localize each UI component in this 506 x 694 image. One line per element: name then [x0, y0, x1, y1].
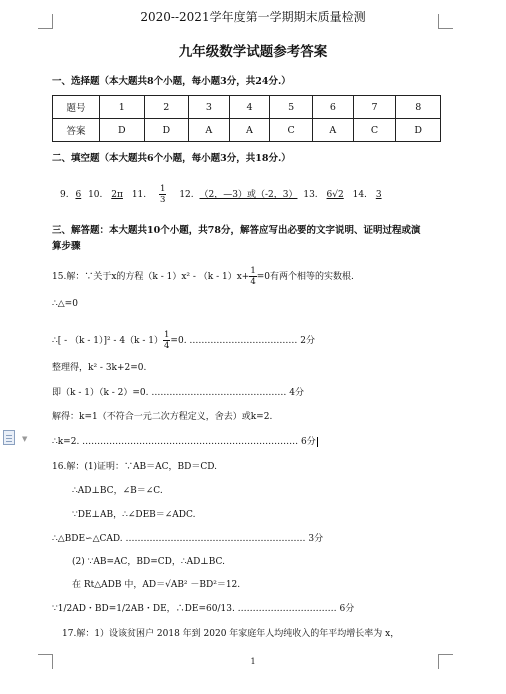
- section-fill-heading: 二、填空题（本大题共6个小题，每小题3分，共18分.）: [52, 153, 291, 164]
- exam-header: 2020--2021学年度第一学期期末质量检测: [140, 10, 366, 24]
- solution-15-line-3: [52, 330, 315, 351]
- fraction-numerator: 1: [250, 266, 256, 276]
- dropdown-caret-icon[interactable]: ▼: [22, 435, 28, 443]
- fill-q11-label: 11.: [131, 190, 147, 200]
- fill-q12-label: 12.: [179, 190, 194, 200]
- fill-q10-answer: 2π: [111, 190, 123, 200]
- solution-15-line-4: 整理得，k² - 3k+2=0.: [52, 363, 147, 373]
- fill-q13-answer: 6√2: [326, 190, 344, 200]
- fill-q14-answer: 3: [375, 190, 382, 200]
- table-row-question-numbers: [53, 96, 441, 119]
- line-text: ∴[ - （k - 1）]² - 4（k - 1）: [52, 336, 163, 346]
- fill-q12-answer: （2，—3）或（-2，3）: [199, 190, 298, 200]
- table-cell: 8: [396, 96, 441, 119]
- fill-q9-label: 9.: [60, 190, 69, 200]
- line-text: =0有两个相等的实数根.: [256, 272, 354, 282]
- table-cell-label: 题号: [53, 96, 100, 119]
- table-cell: 5: [270, 96, 313, 119]
- table-cell: 2: [144, 96, 189, 119]
- inline-fraction: [249, 266, 256, 287]
- solution-15-line-1: [52, 266, 354, 287]
- table-cell: C: [353, 119, 396, 142]
- solution-16-line-6: 在 Rt△ADB 中，AD＝√AB² －BD²＝12.: [72, 580, 241, 590]
- solution-16-line-7: ∵1/2AD・BD=1/2AB・DE，∴DE=60/13. …………………………… 6分: [52, 604, 355, 614]
- fill-q14-label: 14.: [352, 190, 367, 200]
- page-title: 九年级数学试题参考答案: [178, 44, 328, 60]
- solution-17-line-1: 17.解：1）设该贫困户 2018 年到 2020 年家庭年人均纯收入的年平均增长率为 x，: [62, 629, 400, 639]
- section-solution-heading-cont: 算步骤: [52, 241, 81, 252]
- table-cell-label: 答案: [53, 119, 100, 142]
- fraction-denominator: 4: [250, 277, 256, 287]
- section-solution-heading: 三、解答题：本大题共10个小题，共78分，解答应写出必要的文字说明、证明过程或演: [52, 225, 421, 236]
- solution-15-line-6: 解得：k=1（不符合一元二次方程定义，舍去）或k=2.: [52, 412, 273, 422]
- document-margin-icon[interactable]: [3, 430, 15, 445]
- table-cell: D: [144, 119, 189, 142]
- solution-15-line-2: ∴△=0: [52, 299, 78, 309]
- table-cell: 7: [353, 96, 396, 119]
- line-text: ∴k=2. ……………………………………………………………… 6分: [52, 437, 316, 447]
- fill-q9-answer: 6: [75, 190, 82, 200]
- solution-16-line-2: ∴AD⊥BC，∠B＝∠C.: [72, 486, 163, 496]
- table-cell: D: [100, 119, 145, 142]
- fill-q10-label: 10.: [88, 190, 103, 200]
- line-text: 15.解：∵关于x的方程（k - 1）x² - （k - 1）x+: [52, 272, 250, 282]
- section-choice-heading: 一、选择题（本大题共8个小题，每小题3分，共24分.）: [52, 76, 291, 87]
- solution-16-line-1: 16.解：(1)证明：∵AB＝AC，BD＝CD.: [52, 462, 218, 472]
- solution-16-line-4: ∴△BDE∽△CAD. …………………………………………………… 3分: [52, 534, 324, 544]
- table-cell: A: [313, 119, 354, 142]
- fill-q11-fraction: [159, 184, 166, 205]
- fraction-numerator: 1: [164, 330, 170, 340]
- table-cell: D: [396, 119, 441, 142]
- table-cell: A: [229, 119, 270, 142]
- table-cell: C: [270, 119, 313, 142]
- solution-15-line-5: 即（k - 1）（k - 2）=0. ……………………………………… 4分: [52, 388, 304, 398]
- line-text: =0. ……………………………… 2分: [170, 336, 315, 346]
- table-cell: 3: [189, 96, 230, 119]
- fraction-numerator: 1: [160, 184, 166, 194]
- table-cell: A: [189, 119, 230, 142]
- table-cell: 1: [100, 96, 145, 119]
- table-cell: 4: [229, 96, 270, 119]
- page-number: 1: [250, 657, 256, 666]
- table-cell: 6: [313, 96, 354, 119]
- fill-q13-label: 13.: [303, 190, 318, 200]
- solution-16-line-5: (2) ∵AB=AC，BD=CD，∴AD⊥BC.: [72, 557, 225, 567]
- answer-table: [52, 95, 441, 142]
- text-cursor: [317, 437, 318, 447]
- fill-answers-row: [60, 184, 388, 205]
- solution-15-line-7: [52, 434, 318, 447]
- fraction-denominator: 3: [160, 195, 166, 205]
- fraction-denominator: 4: [164, 341, 170, 351]
- table-row-answers: [53, 119, 441, 142]
- solution-16-line-3: ∵DE⊥AB，∴∠DEB＝∠ADC.: [72, 510, 196, 520]
